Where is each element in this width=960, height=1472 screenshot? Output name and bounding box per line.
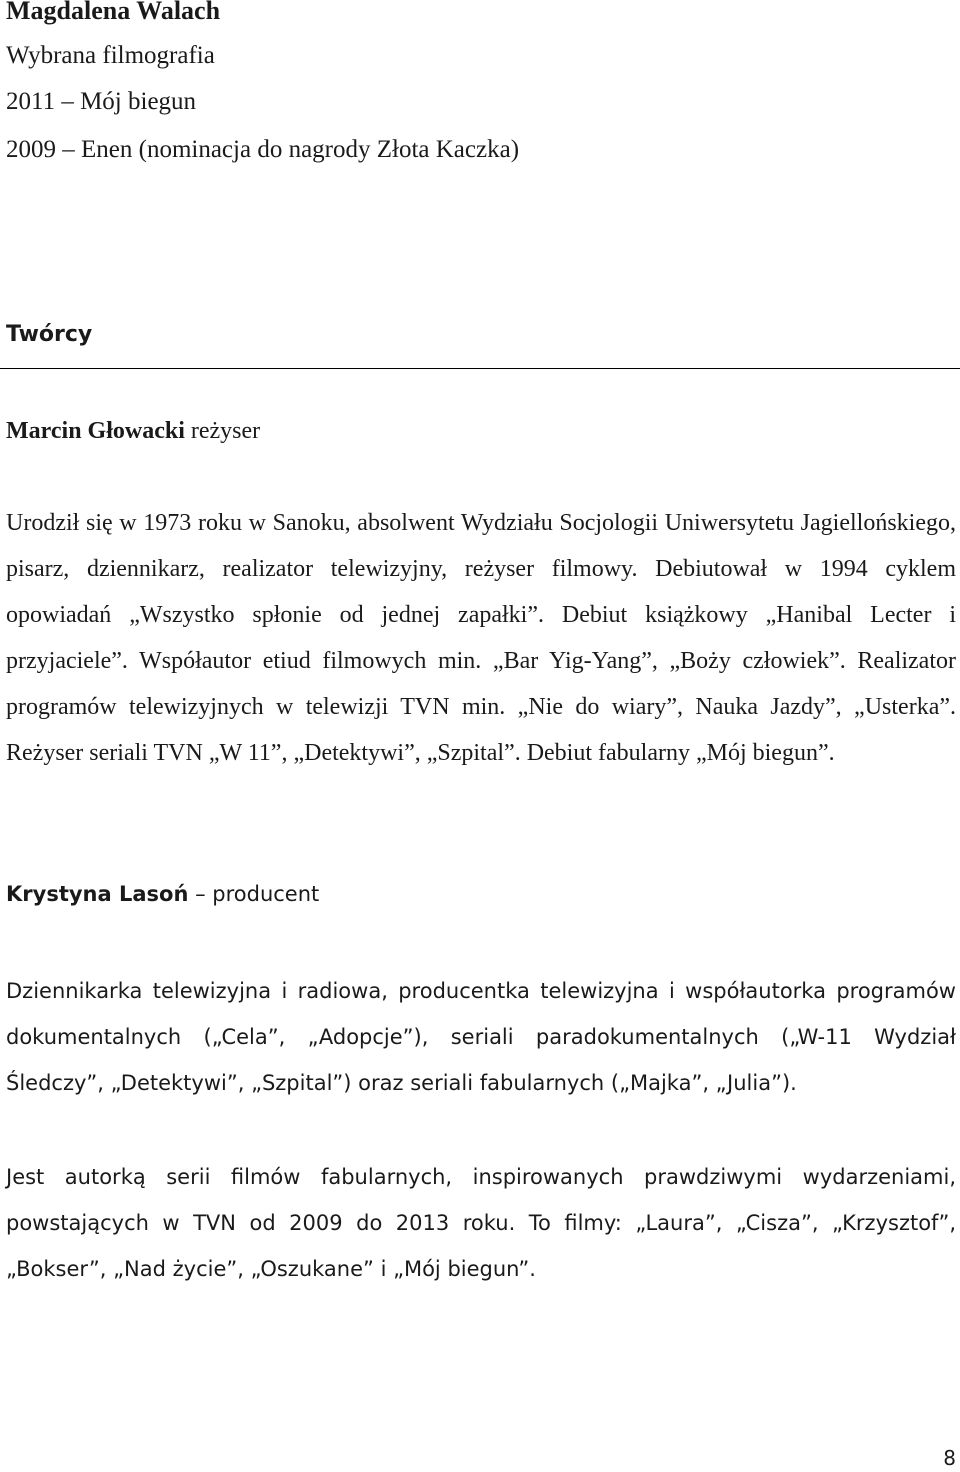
creator-heading-glowacki	[6, 418, 260, 445]
creator-bio-lason-1: Dziennikarka telewizyjna i radiowa, producentka telewizyjna i współautorka programów dokumentalnych („Cela”, „Adopcje”), seriali paradokumentalnych („W-11 Wydział Śledczy”, „Detektywi”, „Szpital”) oraz seriali fabularnych („Majka”, „Julia”).	[6, 979, 956, 1095]
creator-role: reżyser	[184, 418, 261, 444]
creator-role: – producent	[188, 882, 320, 906]
person-name-walach: Magdalena Walach	[6, 0, 221, 25]
section-divider	[0, 368, 960, 369]
creator-heading-lason	[6, 882, 319, 906]
creator-bio-glowacki: Urodził się w 1973 roku w Sanoku, absolwent Wydziału Socjologii Uniwersytetu Jagiellońskiego, pisarz, dziennikarz, realizator telewizyjny, reżyser filmowy. Debiutował w 1994 cyklem opowiadań „Wszystko spłonie od jednej zapałki”. Debiut książkowy „Hanibal Lecter i przyjaciele”. Współautor etiud filmowych min. „Bar Yig-Yang”, „Boży człowiek”. Realizator programów telewizyjnych w telewizji TVN min. „Nie do wiary”, Nauka Jazdy”, „Usterka”. Reżyser seriali TVN „W 11”, „Detektywi”, „Szpital”. Debiut fabularny „Mój biegun”.	[6, 510, 956, 766]
creator-bio-lason-2: Jest autorką serii filmów fabularnych, inspirowanych prawdziwymi wydarzeniami, powstających w TVN od 2009 do 2013 roku. To filmy: „Laura”, „Cisza”, „Krzysztof”, „Bokser”, „Nad życie”, „Oszukane” i „Mój biegun”.	[6, 1165, 956, 1281]
filmography-item: 2009 – Enen (nominacja do nagrody Złota Kaczka)	[6, 136, 520, 163]
page-number: 8	[943, 1446, 956, 1470]
filmography-heading: Wybrana filmografia	[6, 42, 215, 69]
section-title: Twórcy	[6, 322, 93, 347]
creator-name: Marcin Głowacki	[6, 418, 185, 444]
creator-name: Krystyna Lasoń	[6, 882, 189, 906]
filmography-item: 2011 – Mój biegun	[6, 88, 197, 115]
